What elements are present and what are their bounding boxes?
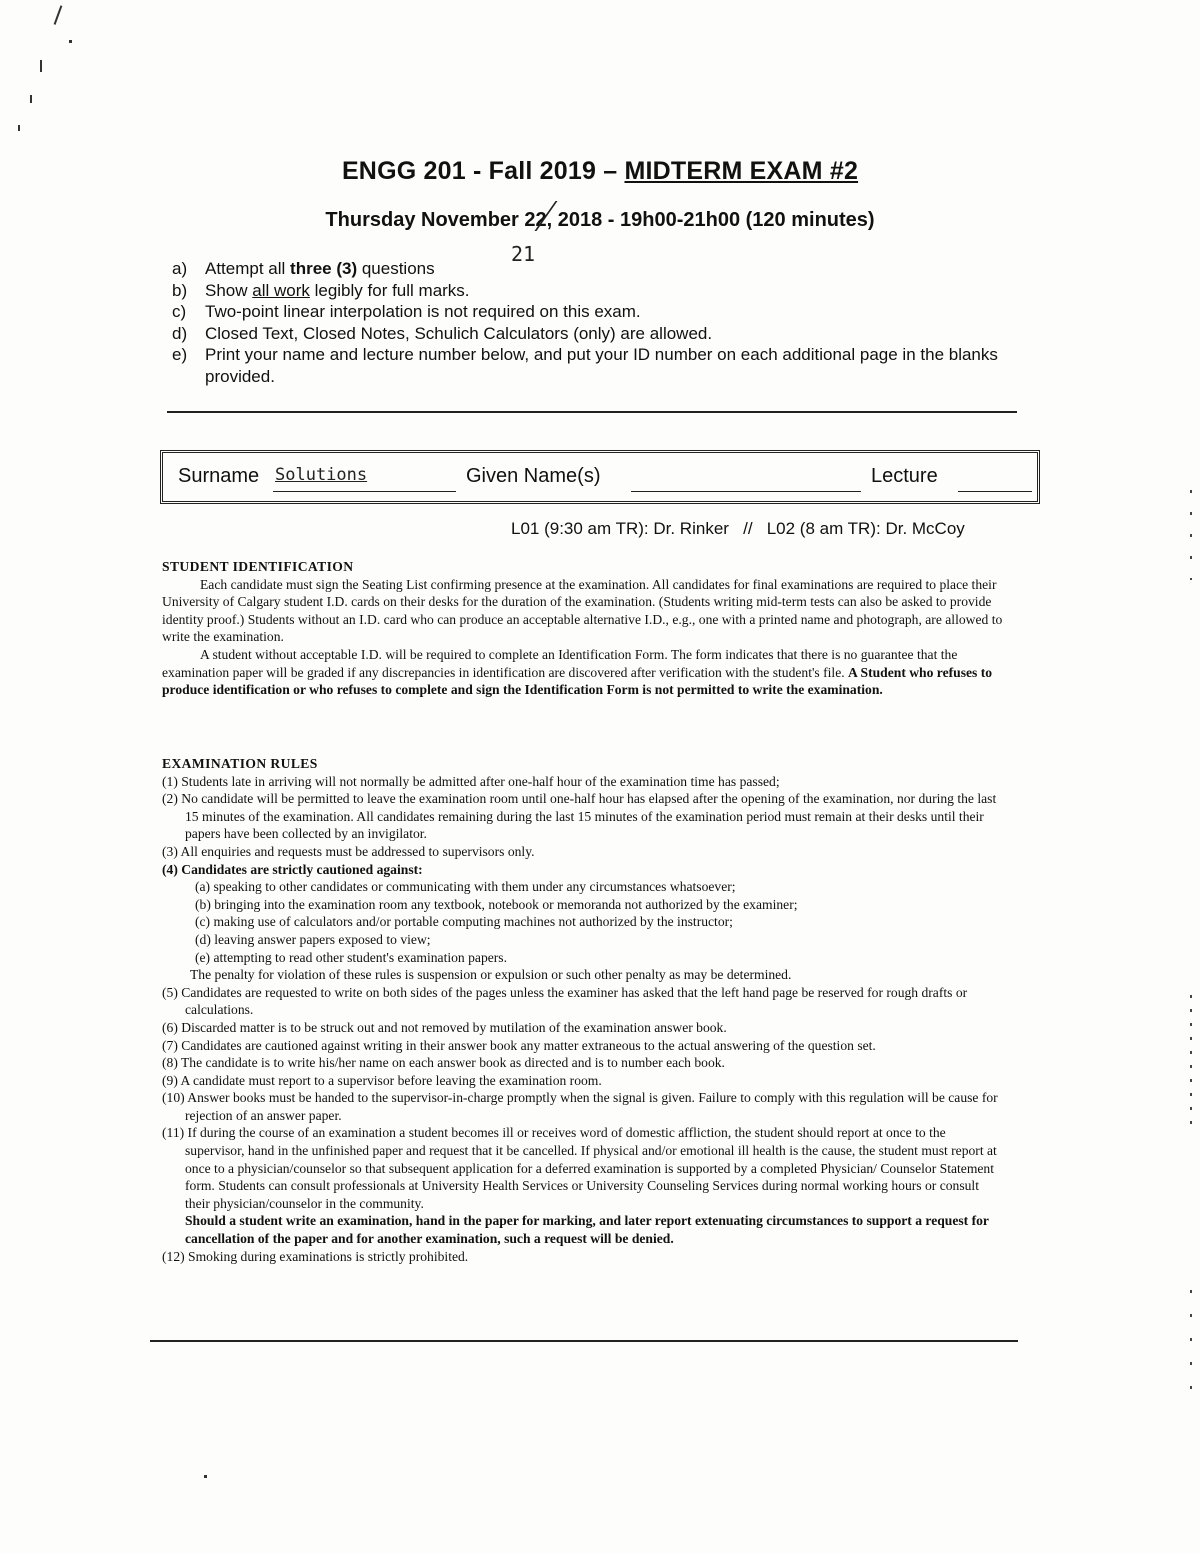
surname-blank[interactable] (273, 491, 456, 492)
given-names-blank[interactable] (631, 491, 861, 492)
scan-speck (1190, 995, 1192, 1125)
rule-item: (5) Candidates are requested to write on both sides of the pages unless the examiner has asked that the left hand page be reserved for rough drafts or calculations. (162, 984, 968, 1018)
rule-item: (4) Candidates are strictly cautioned against: (162, 861, 423, 877)
lecture-sections-line: L01 (9:30 am TR): Dr. Rinker // L02 (8 am TR): Dr. McCoy (511, 519, 965, 538)
scan-speck (18, 125, 20, 131)
lecture-label: Lecture (871, 465, 938, 487)
rule-subitem: (a) speaking to other candidates or communicating with them under any circumstances whatsoever; (195, 879, 736, 895)
rule-subitem: (b) bringing into the examination room any textbook, notebook or memoranda not authorized by the examiner; (195, 896, 798, 912)
rule-item: (3) All enquiries and requests must be addressed to supervisors only. (162, 843, 535, 859)
rule-item: (8) The candidate is to write his/her name on each answer book as directed and is to number each book. (162, 1055, 725, 1071)
given-names-label: Given Name(s) (466, 465, 601, 487)
identification-paragraph: Each candidate must sign the Seating List confirming presence at the examination. All candidates for final examinations are required to place their University of Calgary student I.D. cards on their desks for the duration of the examination. (Students writing mid-term tests can also be asked to provide identity proof.) Students without an I.D. card who can produce an acceptable alternative I.D., e.g., one with a printed name and photograph, are allowed to write the examination. (162, 576, 1003, 645)
rule-item: (1) Students late in arriving will not normally be admitted after one-half hour of the examination time has passed; (162, 773, 780, 789)
divider (167, 411, 1017, 413)
instruction-item: e) Print your name and lecture number below, and put your ID number on each additional page in the blanks provided. (172, 345, 998, 386)
surname-label: Surname (178, 465, 260, 487)
scan-speck (54, 5, 62, 24)
date-prefix: Thursday November (325, 209, 525, 231)
date-suffix: , 2018 - 19h00-21h00 (120 minutes) (546, 209, 875, 231)
rule-penalty: The penalty for violation of these rules is suspension or expulsion or such other penalty as may be determined. (190, 967, 792, 983)
rule-item: (2) No candidate will be permitted to leave the examination room until one-half hour has elapsed after the opening of the examination, nor during the last 15 minutes of the examination. All candidates remaining during the last 15 minutes of the examination period must remain at their desks until their papers have been collected by an invigilator. (162, 791, 997, 842)
instruction-item: b) Show all work legibly for full marks. (172, 280, 470, 300)
lecture-blank[interactable] (958, 491, 1032, 492)
divider (150, 1340, 1018, 1342)
scan-speck (1190, 1290, 1192, 1400)
struck-date: 22 (524, 209, 547, 231)
scan-speck (1190, 490, 1192, 580)
rules-heading: EXAMINATION RULES (162, 756, 318, 771)
examination-rules-section (162, 755, 1007, 1265)
exam-title (0, 157, 1200, 186)
rule-item: (10) Answer books must be handed to the supervisor-in-charge promptly when the signal is given. Failure to comply with this regulation will be cause for rejection of an answer paper. (162, 1090, 998, 1123)
rule-item: (12) Smoking during examinations is strictly prohibited. (162, 1248, 469, 1264)
instruction-item: c) Two-point linear interpolation is not required on this exam. (172, 302, 641, 321)
instruction-item: d) Closed Text, Closed Notes, Schulich Calculators (only) are allowed. (172, 323, 713, 343)
scan-speck (204, 1475, 207, 1478)
identification-heading: STUDENT IDENTIFICATION (162, 559, 354, 574)
rule-item: (11) If during the course of an examination a student becomes ill or receives word of domestic affliction, the student should report at once to the supervisor, hand in the unfinished paper and request that it be cancelled. If physical and/or emotional ill health is the cause, the student must report at once to a physician/counselor so that subsequent application for a deferred examination is supported by a completed Physician/ Counselor Statement form. Students can consult professionals at University Health Services or University Counseling Services during normal working hours or consult their physician/counselor in the community. (162, 1125, 997, 1211)
identification-paragraph: A student without acceptable I.D. will be required to complete an Identification Form. The form indicates that there is no guarantee that the examination paper will be graded if any discrepancies in identification are discovered after verification with the student's file. A Student who refuses to produce identification or who refuses to complete and sign the Identification Form is not permitted to write the examination. (162, 646, 993, 698)
title-exam-name: MIDTERM EXAM #2 (624, 157, 859, 185)
instruction-item: a) Attempt all three (3) questions (172, 259, 435, 278)
student-identification-section (162, 558, 1007, 699)
rule-subitem: (e) attempting to read other student's examination papers. (195, 949, 507, 965)
name-entry-box (160, 450, 1040, 504)
handwritten-date-correction: 21 (511, 242, 536, 266)
rule-item: (9) A candidate must report to a supervisor before leaving the examination room. (162, 1072, 602, 1088)
rule-warning: Should a student write an examination, hand in the paper for marking, and later report extenuating circumstances to support a request for cancellation of the paper and for another examination, such a request will be denied. (185, 1213, 989, 1247)
scan-speck (69, 40, 72, 43)
instructions-list (172, 258, 1002, 387)
scan-speck (30, 95, 32, 103)
rule-subitem: (c) making use of calculators and/or portable computing machines not authorized by the instructor; (195, 914, 733, 930)
rule-item: (7) Candidates are cautioned against writing in their answer book any matter extraneous to the actual answering of the question set. (162, 1037, 876, 1053)
rule-subitem: (d) leaving answer papers exposed to view; (195, 931, 431, 947)
title-course: ENGG 201 - Fall 2019 – (341, 157, 625, 185)
exam-date-line (0, 209, 1200, 232)
rule-item: (6) Discarded matter is to be struck out and not removed by mutilation of the examination answer book. (162, 1019, 727, 1035)
scan-speck (40, 60, 42, 72)
surname-handwritten-value[interactable]: Solutions (275, 465, 368, 485)
